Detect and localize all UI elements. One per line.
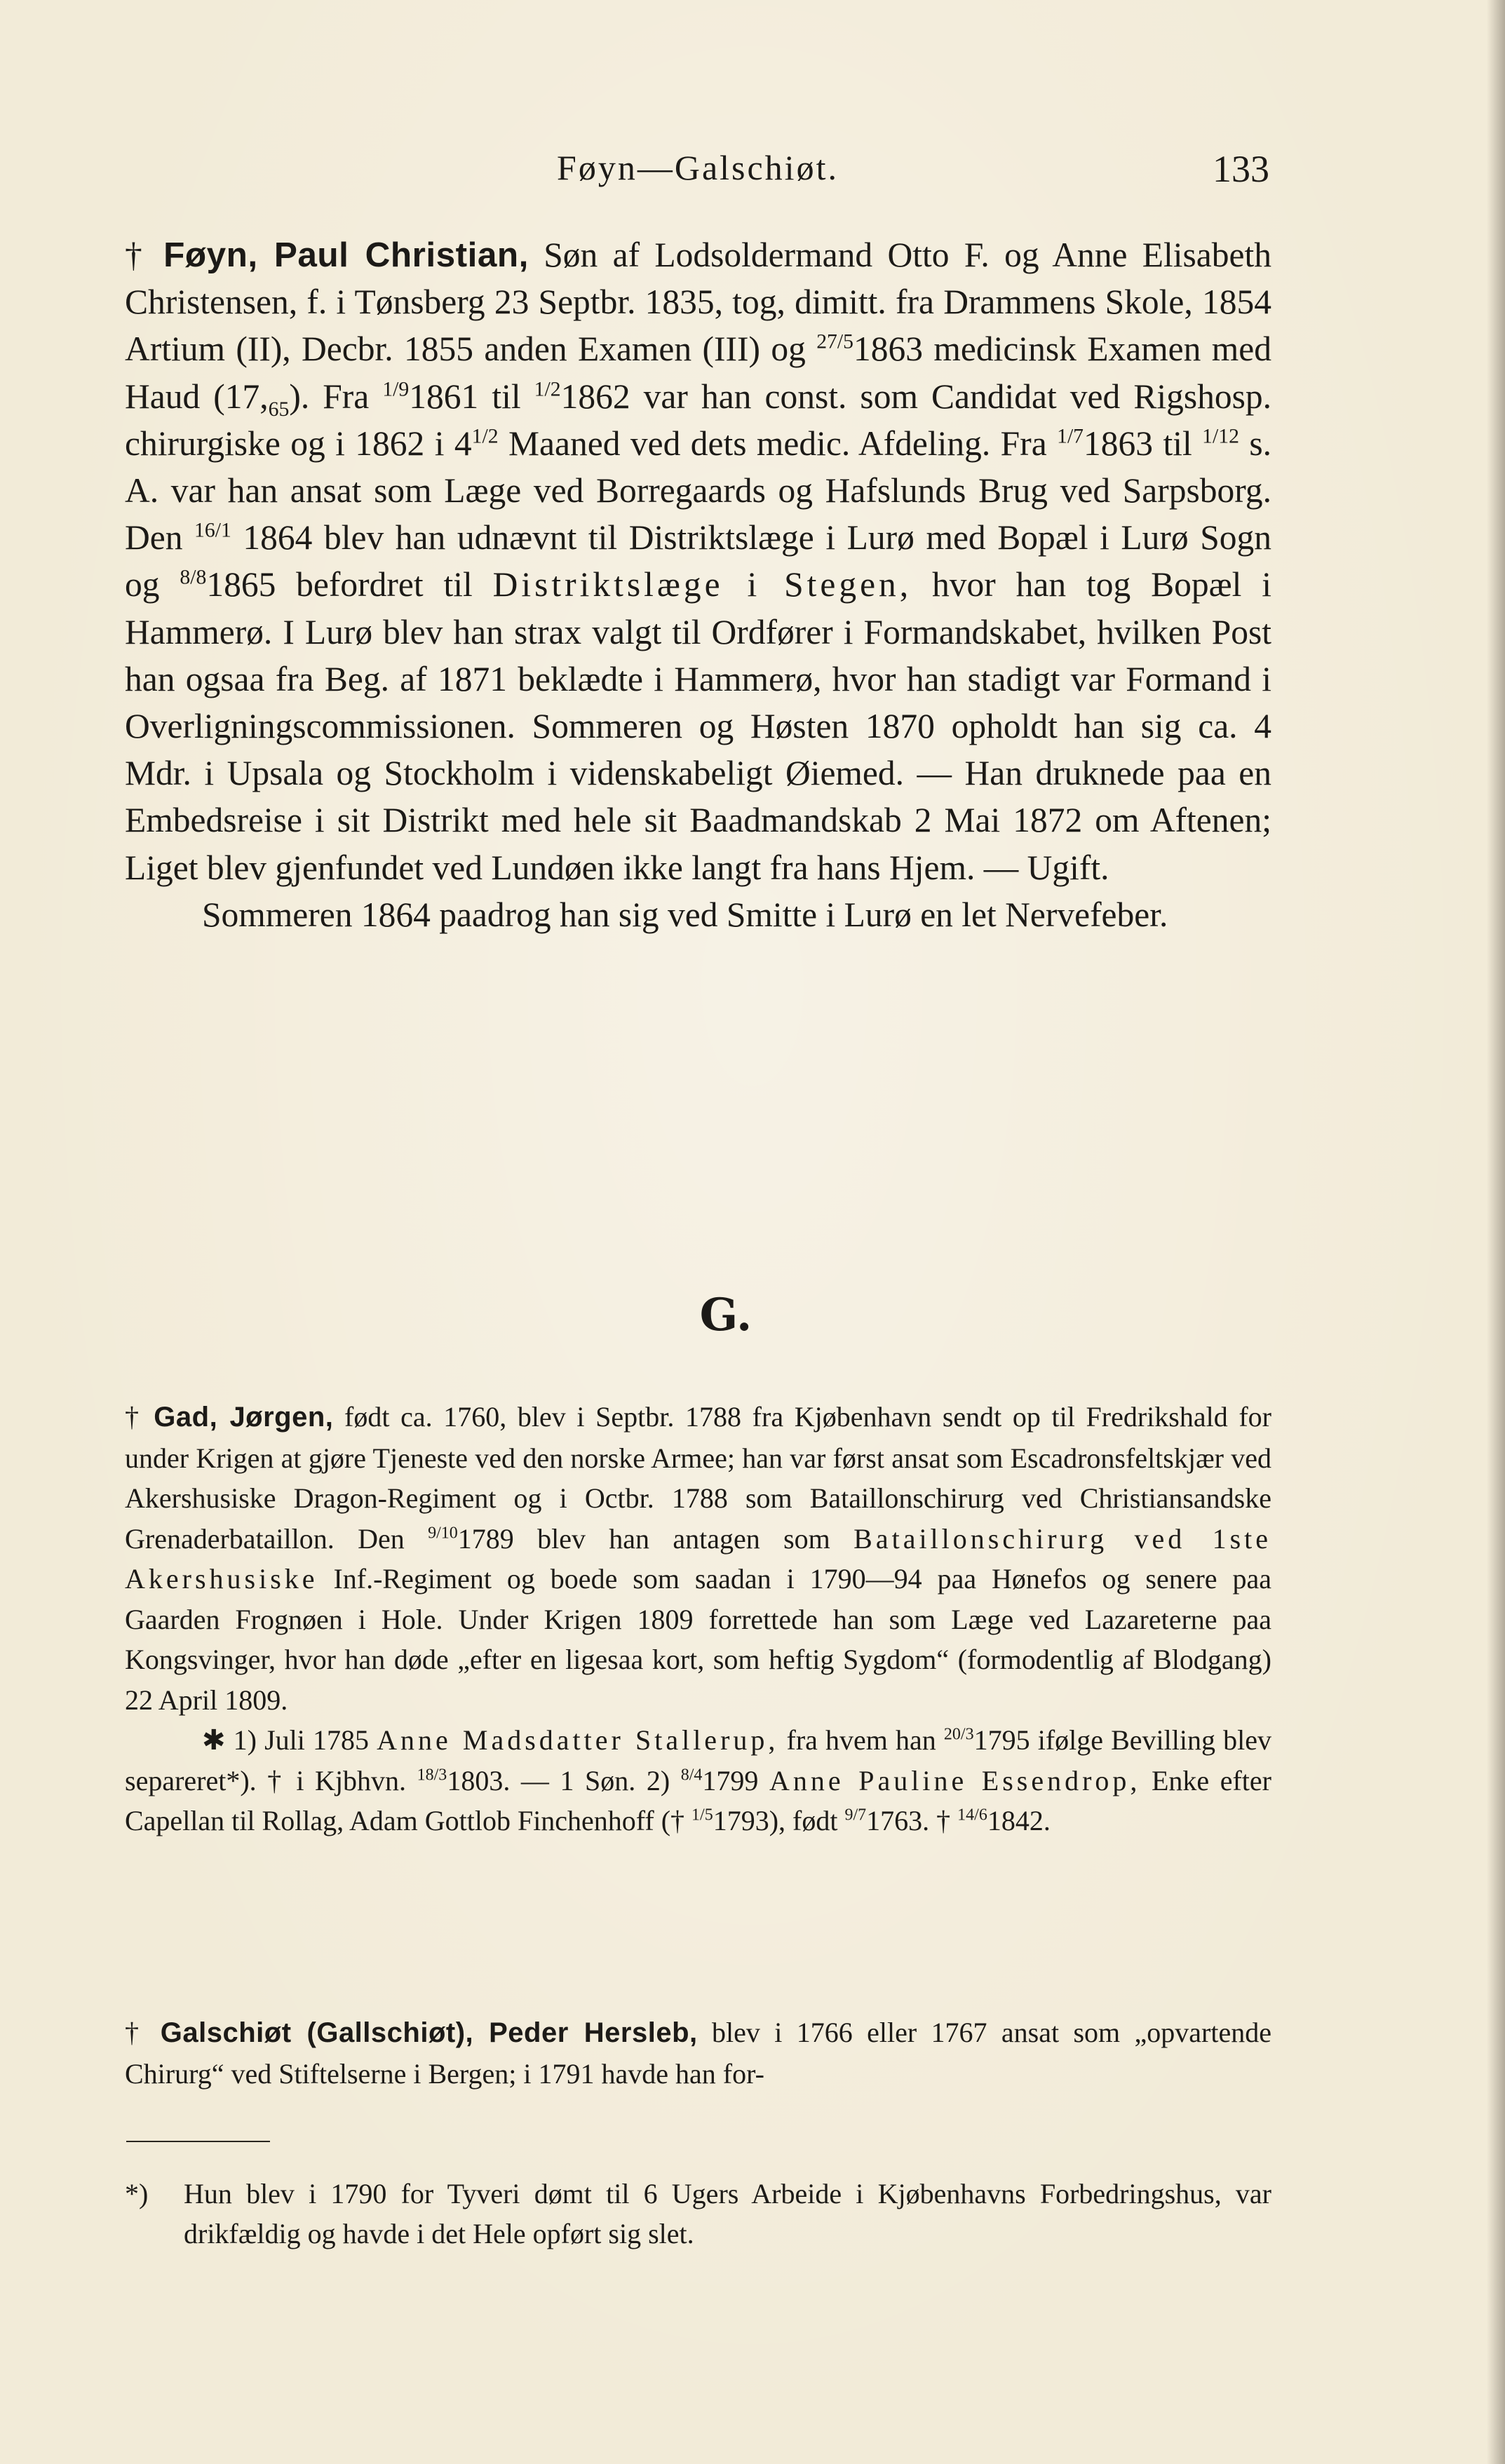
date-fraction: 27/5 — [816, 330, 853, 353]
entry-gad-marriages — [125, 1720, 1271, 1841]
date-fraction: 1/7 — [1057, 425, 1084, 448]
spaced-emphasis: Anne Pauline Essendrop, — [769, 1764, 1141, 1796]
entry-text: 1793), født — [713, 1805, 845, 1836]
running-head-title: Føyn—Galschiøt. — [557, 148, 839, 187]
date-fraction: 18/3 — [417, 1766, 447, 1785]
date-fraction: 9/7 — [844, 1806, 867, 1825]
page-edge-shadow — [1487, 0, 1505, 2464]
date-fraction: 9/10 — [428, 1524, 458, 1543]
footnote-paragraph — [125, 2174, 1271, 2254]
entry-text: s. A. var han ansat som Læge ved Borregaards og Hafslunds Brug ved Sarpsborg. Den — [125, 424, 1271, 557]
entry-text: blev i 1766 eller 1767 ansat som „opvartende Chirurg“ ved Stiftelserne i Bergen; i 1791 havde han for- — [125, 2017, 1271, 2090]
date-fraction: 8/8 — [180, 566, 207, 589]
entry-text: 1803. — 1 Søn. 2) — [447, 1764, 681, 1796]
date-fraction: 1/2 — [534, 378, 561, 401]
entry-text: 1) Juli 1785 — [233, 1724, 377, 1756]
entry-text: 1861 til — [409, 377, 534, 416]
entry-text: ). Fra — [289, 377, 383, 416]
entry-text: Maaned ved dets medic. Afdeling. Fra — [498, 424, 1058, 463]
entry-text: 1864 blev han udnævnt til Distriktslæge i Lurø med Bopæl i Lurø Sogn og — [125, 518, 1271, 604]
footnote — [125, 2174, 1271, 2254]
date-fraction: 1/5 — [691, 1806, 713, 1825]
date-fraction: 1/9 — [382, 378, 410, 401]
entry-text: 1863 medicinsk Examen med Haud (17, — [125, 330, 1271, 416]
footnote-mark: *) — [125, 2178, 149, 2209]
entry-gad-paragraph-1 — [125, 1397, 1271, 1720]
section-letter: G. — [699, 1289, 752, 1341]
date-fraction: 20/3 — [943, 1725, 974, 1744]
entry-text: Inf.-Regiment og boede som saadan i 1790—94 paa Hønefos og senere paa Gaarden Frognøen i Hole. Under Krigen 1809 forrettede han som Læge ved Lazareterne paa Kongsvinger, hvor han døde „efter en ligesaa kort, som heftig Sygdom“ (formodentlig af Blodgang) 22 April 1809. — [125, 1563, 1271, 1716]
entry-text: Søn af Lodsoldermand Otto F. og Anne Elisabeth Christensen, f. i Tønsberg 23 Septbr. 1835, tog, dimitt. fra Drammens Skole, 1854 Artium (II), Decbr. 1855 anden Examen (III) og — [125, 236, 1272, 369]
running-head — [126, 147, 1269, 196]
spaced-emphasis: Bataillonschirurg ved 1ste Akershusiske — [125, 1522, 1272, 1595]
entry-text: 1865 befordret til — [206, 565, 493, 604]
entry-text: 1862 var han const. som Candidat ved Rigshosp. chirurgiske og i 1862 i 4 — [125, 377, 1272, 463]
entry-galschiot-paragraph-1 — [125, 2012, 1271, 2094]
entry-text: fra hvem han — [778, 1724, 944, 1756]
entry-text: 1863 til — [1084, 424, 1203, 463]
entry-text: Enke efter Capellan til Rollag, Adam Gottlob Finchenhoff († — [125, 1764, 1271, 1836]
entry-text: hvor han tog Bopæl i Hammerø. I Lurø blev han strax valgt til Ordfører i Formandskabet, hvilken Post han ogsaa fra Beg. af 1871 beklædte i Hammerø, hvor han stadigt var Formand i Overligningscommissionen. Sommeren og Høsten 1870 opholdt han sig ca. 4 Mdr. i Upsala og Stockholm i videnskabeligt Øiemed. — Han druknede paa en Embedsreise i sit Distrikt med hele sit Baadmandskab 2 Mai 1872 om Aftenen; Liget blev gjenfundet ved Lundøen ikke langt fra hans Hjem. — Ugift. — [125, 565, 1272, 887]
headword-galschiot: Galschiøt (Gallschiøt), Peder Hersleb, — [160, 2017, 698, 2048]
entry-text: 1799 — [702, 1764, 769, 1796]
footnote-body — [125, 2174, 1271, 2254]
entry-text: 1842. — [987, 1805, 1051, 1836]
entry-gad — [125, 1397, 1271, 1841]
entry-foyn-paragraph-2: Sommeren 1864 paadrog han sig ved Smitte i Lurø en let Nervefeber. — [202, 895, 1168, 934]
entry-text: født ca. 1760, blev i Septbr. 1788 fra Kjøbenhavn sendt op til Fredrikshald for under Krigen at gjøre Tjeneste ved den norske Armee; han var først ansat som Escadronsfeltskjær ved Akershusiske Dragon-Regiment og i Octbr. 1788 som Bataillonschirurg ved Christiansandske Grenaderbataillon. Den — [125, 1401, 1272, 1555]
entry-text: 1789 blev han antagen som — [457, 1522, 854, 1555]
headword-foyn: Føyn, Paul Christian, — [163, 236, 529, 274]
date-fraction: 1/2 — [471, 425, 499, 448]
footnote-text: Hun blev i 1790 for Tyveri dømt til 6 Ugers Arbeide i Kjøbenhavns Forbedringshus, var drikfældig og havde i det Hele opført sig slet. — [184, 2178, 1271, 2249]
entry-foyn — [125, 231, 1271, 938]
footnote-divider — [126, 2141, 270, 2142]
headword-gad: Gad, Jørgen, — [154, 1402, 334, 1433]
spaced-emphasis: Anne Madsdatter Stallerup, — [377, 1724, 779, 1756]
date-fraction: 8/4 — [680, 1766, 703, 1785]
page-number: 133 — [1213, 148, 1269, 190]
subscript: 65 — [268, 398, 290, 421]
dagger-mark: † — [125, 236, 164, 274]
date-fraction: 1/12 — [1202, 425, 1239, 448]
dagger-mark: † — [125, 1401, 154, 1433]
dagger-mark: † — [125, 2017, 161, 2048]
entry-galschiot — [125, 2012, 1271, 2094]
spaced-emphasis: Distriktslæge i Stegen, — [492, 565, 912, 604]
marriage-mark: ✱ — [202, 1724, 234, 1756]
date-fraction: 16/1 — [194, 519, 231, 542]
date-fraction: 14/6 — [957, 1806, 987, 1825]
entry-foyn-paragraph-1 — [125, 231, 1271, 891]
entry-text: 1763. † — [866, 1805, 958, 1836]
entry-text: 1795 ifølge Bevilling blev separeret*). † i Kjbhvn. — [125, 1724, 1272, 1796]
